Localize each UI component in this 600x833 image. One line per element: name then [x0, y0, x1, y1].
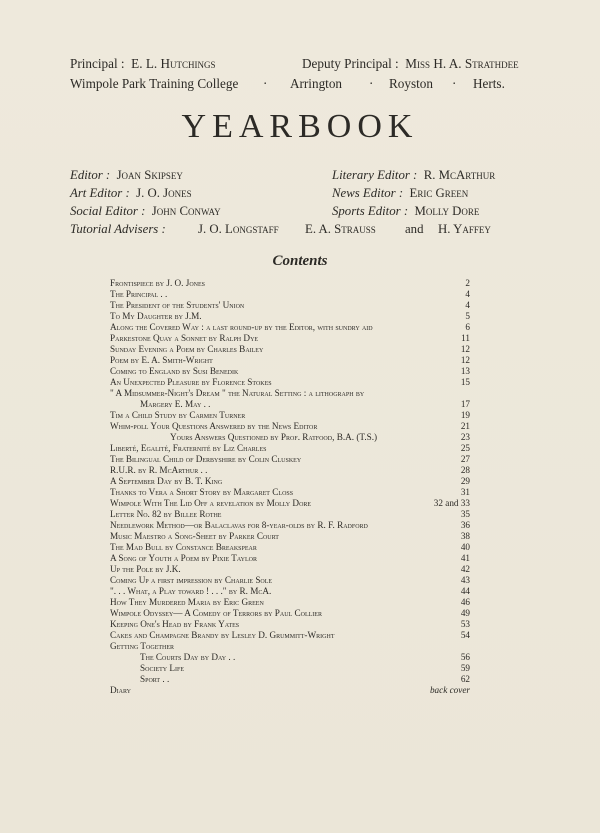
deputy-name: Miss H. A. Strathdee: [405, 56, 519, 71]
literary-name: R. McArthur: [423, 168, 496, 182]
separator-dot: ·: [263, 76, 268, 91]
toc-entry: [110, 476, 470, 487]
principal-name: E. L. Hutchings: [131, 56, 216, 71]
toc-entry-title: Coming to England by Susi Benedik: [110, 366, 239, 376]
toc-entry-title: How They Murdered Maria by Eric Green: [110, 597, 264, 607]
toc-entry: [110, 586, 470, 597]
toc-entry-title: Diary: [110, 685, 131, 695]
toc-entry: [110, 663, 470, 674]
toc-entry: [110, 575, 470, 586]
toc-entry-title: Thanks to Vera a Short Story by Margaret Closs: [110, 487, 294, 497]
toc-entry-page: 40: [460, 542, 470, 552]
toc-entry: [110, 289, 470, 300]
news-label: News Editor :: [332, 186, 404, 200]
toc-entry: [110, 366, 470, 377]
toc-entry-page: 28: [460, 465, 470, 475]
principal-line: [70, 56, 216, 72]
news-name: Eric Green: [409, 186, 469, 200]
toc-entry-title: Poem by E. A. Smith-Wright: [110, 355, 213, 365]
toc-entry-title: " A Midsummer-Night's Dream " the Natural Setting : a lithograph by: [110, 388, 365, 398]
toc-entry-page: 46: [460, 597, 470, 607]
toc-entry-title: R.U.R. by R. McArthur . .: [110, 465, 208, 475]
toc-entry-page: 42: [460, 564, 470, 574]
social-name: John Conway: [151, 204, 221, 218]
toc-entry-page: 43: [460, 575, 470, 585]
toc-entry-page: back cover: [429, 685, 470, 695]
toc-entry: [110, 355, 470, 366]
toc-entry: [110, 487, 470, 498]
toc-entry-title: The Bilingual Child of Derbyshire by Colin Cluskey: [110, 454, 302, 464]
editor-label: Editor :: [70, 168, 111, 182]
toc-entry: [110, 311, 470, 322]
toc-entry: [110, 443, 470, 454]
toc-entry-title: The Courts Day by Day . .: [140, 652, 236, 662]
toc-entry-page: 35: [460, 509, 470, 519]
principal-label: Principal :: [70, 56, 125, 71]
toc-entry-page: 49: [460, 608, 470, 618]
toc-entry-page: 44: [460, 586, 470, 596]
toc-entry-title: Cakes and Champagne Brandy by Lesley D. Grummitt-Wright: [110, 630, 335, 640]
toc-entry-page: 56: [460, 652, 470, 662]
toc-entry-title: Up the Pole by J.K.: [110, 564, 181, 574]
toc-entry-page: 25: [460, 443, 470, 453]
toc-entry-title: A Song of Youth a Poem by Pixie Taylor: [110, 553, 258, 563]
toc-entry-title: Society Life: [140, 663, 185, 673]
toc-entry-page: 19: [460, 410, 470, 420]
toc-entry-title: A September Day by B. T. King: [110, 476, 223, 486]
toc-entry-title: Yours Answers Questioned by Prof. Ratfood, B.A. (T.S.): [170, 432, 378, 442]
toc-entry-title: The Principal . .: [110, 289, 168, 299]
toc-entry-title: Music Maestro a Song-Sheet by Parker Court: [110, 531, 279, 541]
toc-entry: [110, 399, 470, 410]
deputy-line: [302, 56, 519, 72]
toc-entry-title: Coming Up a first impression by Charlie Sole: [110, 575, 273, 585]
toc-entry: [110, 410, 470, 421]
toc-entry: [110, 619, 470, 630]
tutorial-label: Tutorial Advisers :: [70, 222, 166, 236]
staff-row-tutorial: [70, 222, 510, 238]
toc-entry-title: Margery E. May . .: [140, 399, 211, 409]
news-editor: [332, 186, 468, 201]
toc-entry: [110, 333, 470, 344]
toc-entry: [110, 454, 470, 465]
toc-entry: [110, 344, 470, 355]
place-arrington: Arrington: [290, 76, 343, 91]
toc-entry-title: Whim-poll Your Questions Answered by the News Editor: [110, 421, 318, 431]
toc-entry-page: 31: [460, 487, 470, 497]
separator-dot: ·: [369, 76, 374, 91]
toc-entry: [110, 421, 470, 432]
toc-entry: [110, 432, 470, 443]
toc-entry-title: An Unexpected Pleasure by Florence Stokes: [110, 377, 272, 387]
page-title: YEARBOOK: [181, 108, 419, 145]
toc-entry-page: 5: [465, 311, 470, 321]
toc-entry-title: The Mad Bull by Constance Breakspear: [110, 542, 257, 552]
toc-entry-page: 29: [460, 476, 470, 486]
toc-entry: [110, 509, 470, 520]
toc-entry-page: 11: [461, 333, 470, 343]
toc-entry: [110, 685, 470, 696]
tutor-1: J. O. Longstaff: [198, 222, 279, 236]
toc-entry: [110, 564, 470, 575]
toc-entry: [110, 520, 470, 531]
toc-entry-page: 15: [460, 377, 470, 387]
toc-entry-page: 17: [460, 399, 470, 409]
sports-editor: [332, 204, 479, 219]
toc-entry-page: 59: [460, 663, 470, 673]
toc-entry: [110, 542, 470, 553]
separator-dot: ·: [452, 76, 457, 91]
toc-entry-title: Wimpole Odyssey— A Comedy of Terrors by Paul Collier: [110, 608, 322, 618]
toc-entry-title: Keeping One's Head by Frank Yates: [110, 619, 240, 629]
toc-entry: [110, 498, 470, 509]
toc-entry: [110, 322, 470, 333]
toc-entry-page: 32 and 33: [433, 498, 470, 508]
toc-entry-title: To My Daughter by J.M.: [110, 311, 202, 321]
toc-entry: [110, 641, 470, 652]
staff-row-3: [70, 204, 480, 219]
deputy-label: Deputy Principal :: [302, 56, 399, 71]
toc-entry-title: The President of the Students' Union: [110, 300, 245, 310]
toc-entry: [110, 377, 470, 388]
toc-entry-title: Wimpole With The Lid Off a revelation by Molly Dore: [110, 498, 312, 508]
toc-entry-page: 6: [465, 322, 470, 332]
staff-row-2: [70, 186, 469, 201]
toc-entry-page: 27: [460, 454, 470, 464]
toc-entry: [110, 300, 470, 311]
toc-entry-page: 2: [465, 278, 470, 288]
toc-entry: [110, 608, 470, 619]
toc-entry-title: Tim a Child Study by Carmen Turner: [110, 410, 246, 420]
toc-entry: [110, 553, 470, 564]
art-label: Art Editor :: [70, 186, 130, 200]
toc-entry-page: 53: [460, 619, 470, 629]
sports-name: Molly Dore: [414, 204, 480, 218]
toc-entry: [110, 652, 470, 663]
art-name: J. O. Jones: [136, 186, 192, 200]
toc-entry-page: 36: [460, 520, 470, 530]
toc-entry-page: 62: [460, 674, 470, 684]
toc-entry-page: 12: [460, 355, 470, 365]
toc-entry-title: Getting Together: [110, 641, 175, 651]
toc-entry: [110, 597, 470, 608]
contents-heading: Contents: [272, 253, 328, 269]
toc-entry: [110, 674, 470, 685]
toc-entry-page: 13: [460, 366, 470, 376]
toc-entry-title: Needlework Method—or Balaclavas for 8-year-olds by R. F. Radford: [110, 520, 368, 530]
toc-entry-page: 4: [465, 289, 470, 299]
toc-entry-page: 38: [460, 531, 470, 541]
toc-entry: [110, 465, 470, 476]
editor-name: Joan Skipsey: [116, 168, 183, 182]
literary-label: Literary Editor :: [332, 168, 418, 182]
toc-entry-page: 41: [460, 553, 470, 563]
toc-entry-title: Liberté, Egalité, Fraternité by Liz Charles: [110, 443, 267, 453]
tutor-2: E. A. Strauss: [305, 222, 376, 236]
and-word: and: [405, 222, 424, 236]
toc-entry-page: 12: [460, 344, 470, 354]
toc-entry: [110, 531, 470, 542]
toc-entry-page: 4: [465, 300, 470, 310]
toc-entry-title: Letter No. 82 by Billee Rothe: [110, 509, 222, 519]
tutor-3: H. Yaffey: [438, 222, 491, 236]
staff-row-1: [70, 168, 496, 183]
college-name: Wimpole Park Training College: [70, 76, 239, 91]
toc-entry-title: Sport . .: [140, 674, 170, 684]
toc-entry-title: Sunday Evening a Poem by Charles Bailey: [110, 344, 264, 354]
toc-entry: [110, 388, 470, 399]
place-royston: Royston: [389, 76, 433, 91]
toc-entry-title: Frontispiece by J. O. Jones: [110, 278, 206, 288]
toc-entry-title: ". . . What, a Play toward ! . . ." by R. McA.: [110, 586, 272, 596]
social-label: Social Editor :: [70, 204, 146, 218]
sports-label: Sports Editor :: [332, 204, 409, 218]
toc-entry-title: Along the Covered Way : a last round-up by the Editor, with sundry aid: [110, 322, 373, 332]
place-herts: Herts.: [473, 76, 505, 91]
toc-entry: [110, 630, 470, 641]
toc-entry-title: Parkestone Quay a Sonnet by Ralph Dye: [110, 333, 259, 343]
literary-editor: [332, 168, 495, 183]
toc-entry-page: 21: [460, 421, 470, 431]
toc-entry-page: 54: [460, 630, 470, 640]
toc-entry: [110, 278, 470, 289]
toc-entry-page: 23: [460, 432, 470, 442]
